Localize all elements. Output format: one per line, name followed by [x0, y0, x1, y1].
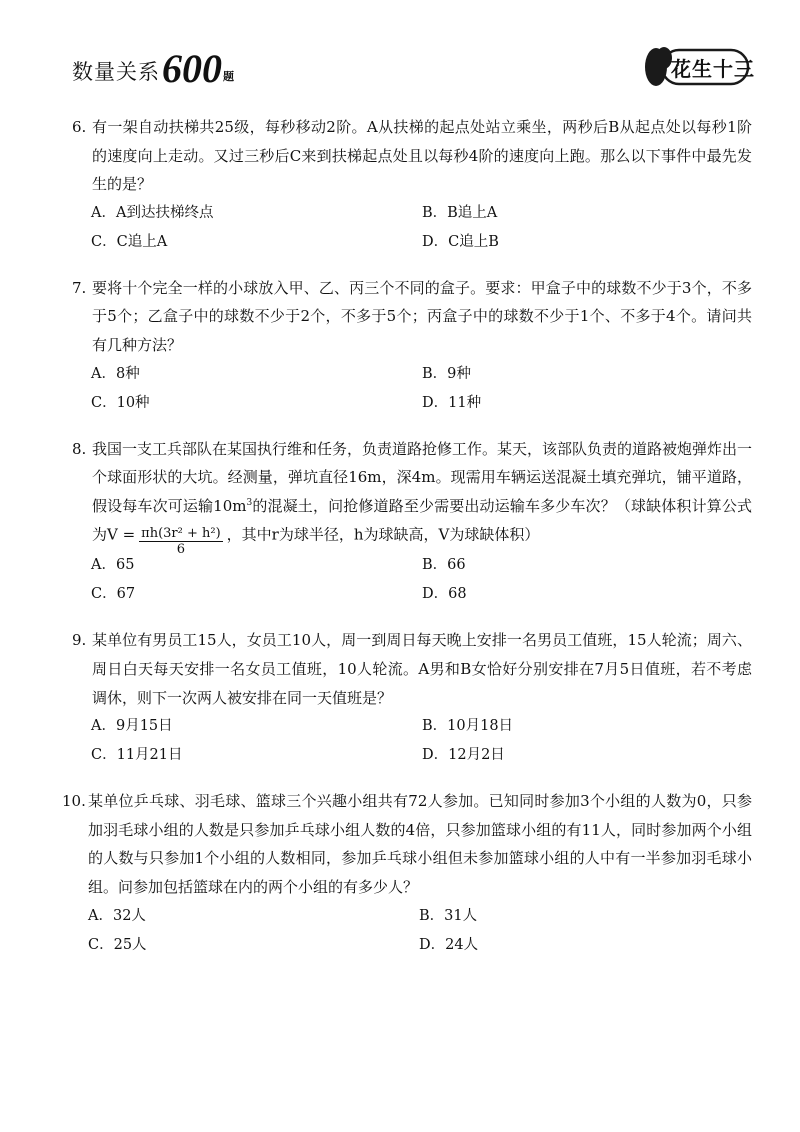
option-c[interactable]: C．25人	[88, 936, 147, 953]
stem-superscript: 3	[246, 497, 253, 508]
question-number: 10.	[62, 792, 86, 811]
question-stem: 某单位乒乓球、羽毛球、篮球三个兴趣小组共有72人参加。已知同时参加3个小组的人数为0，只参加羽毛球小组的人数是只参加乒乓球小组人数的4倍，只参加篮球小组的有11人，同时参加两个小组的人数与只参加1个小组的人数相同，参加乒乓球小组但未参加篮球小组的人中有一半参加羽毛球小组。问参加包括篮球在内的两个小组的有多少人？	[88, 792, 752, 896]
option-a[interactable]: A．9月15日	[91, 718, 173, 735]
book-title-number: 600	[162, 46, 222, 91]
question-8	[72, 435, 752, 610]
stem-text-part1: 我国一支工兵部队在某国执行维和任务，负责道路抢修工作。某天，该部队负责的道路被炮弹炸出一个球面形状的大坑。经测量，弹坑直径16m，深4m。现需用车辆运送混凝土填充弹坑，铺平道路，假设每车次可运输10m	[92, 439, 753, 515]
option-c[interactable]: C．67	[91, 586, 136, 603]
question-6	[72, 113, 752, 257]
book-title-suffix: 题	[223, 70, 234, 83]
option-a[interactable]: A．32人	[88, 907, 146, 924]
answer-options	[91, 551, 752, 609]
stem-text-part3: ，其中r为球半径，h为球缺高，V为球缺体积）	[226, 525, 540, 544]
question-stem: 要将十个完全一样的小球放入甲、乙、丙三个不同的盒子。要求：甲盒子中的球数不少于3个，不多于5个；乙盒子中的球数不少于2个，不多于5个；丙盒子中的球数不少于1个、不多于4个。请问共有几种方法？	[92, 278, 752, 354]
question-7	[72, 274, 752, 418]
option-d[interactable]: D．11种	[422, 394, 482, 411]
option-c[interactable]: C．10种	[91, 394, 150, 411]
option-b[interactable]: B．9种	[422, 365, 471, 382]
book-title	[72, 46, 234, 91]
option-c[interactable]: C．C追上A	[91, 233, 168, 250]
option-d[interactable]: D．C追上B	[422, 233, 499, 250]
book-title-text: 数量关系	[72, 60, 160, 84]
option-b[interactable]: B．31人	[419, 907, 478, 924]
formula-denominator: 6	[176, 542, 186, 558]
option-d[interactable]: D．68	[422, 586, 467, 603]
question-number: 7.	[72, 278, 87, 297]
option-b[interactable]: B．B追上A	[422, 204, 498, 221]
option-a[interactable]: A．A到达扶梯终点	[91, 204, 214, 221]
stem-text-part2: 的混凝土，问抢修道路至少需要出动运输车多少车次？（球缺体积计算公式为V =	[92, 496, 753, 544]
question-9	[72, 626, 752, 770]
answer-options	[91, 360, 752, 418]
volume-formula	[139, 526, 223, 557]
option-d[interactable]: D．24人	[419, 936, 479, 953]
question-number: 9.	[72, 631, 87, 650]
option-b[interactable]: B．10月18日	[422, 718, 514, 735]
question-number: 8.	[72, 439, 87, 458]
option-b[interactable]: B．66	[422, 557, 466, 574]
option-a[interactable]: A．65	[91, 557, 135, 574]
question-10	[62, 787, 752, 959]
question-stem: 某单位有男员工15人，女员工10人，周一到周日每天晚上安排一名男员工值班，15人轮流；周六、周日白天每天安排一名女员工值班，10人轮流。A男和B女恰好分别安排在7月5日值班，若不考虑调休，则下一次两人被安排在同一天值班是？	[92, 631, 752, 707]
option-c[interactable]: C．11月21日	[91, 747, 183, 764]
option-a[interactable]: A．8种	[91, 365, 140, 382]
answer-options	[88, 902, 752, 960]
question-stem: 有一架自动扶梯共25级，每秒移动2阶。A从扶梯的起点处站立乘坐，两秒后B从起点处以每秒1阶的速度向上走动。又过三秒后C来到扶梯起点处且以每秒4阶的速度向上跑。那么以下事件中最先发生的是？	[92, 118, 752, 194]
question-list	[62, 113, 753, 977]
logo-text: 花生十三	[671, 57, 755, 81]
question-number: 6.	[72, 118, 87, 136]
formula-numerator: πh(3r² + h²)	[141, 526, 221, 542]
option-d[interactable]: D．12月2日	[422, 747, 505, 764]
question-stem	[92, 435, 753, 558]
answer-options	[91, 199, 752, 257]
answer-options	[91, 712, 752, 770]
